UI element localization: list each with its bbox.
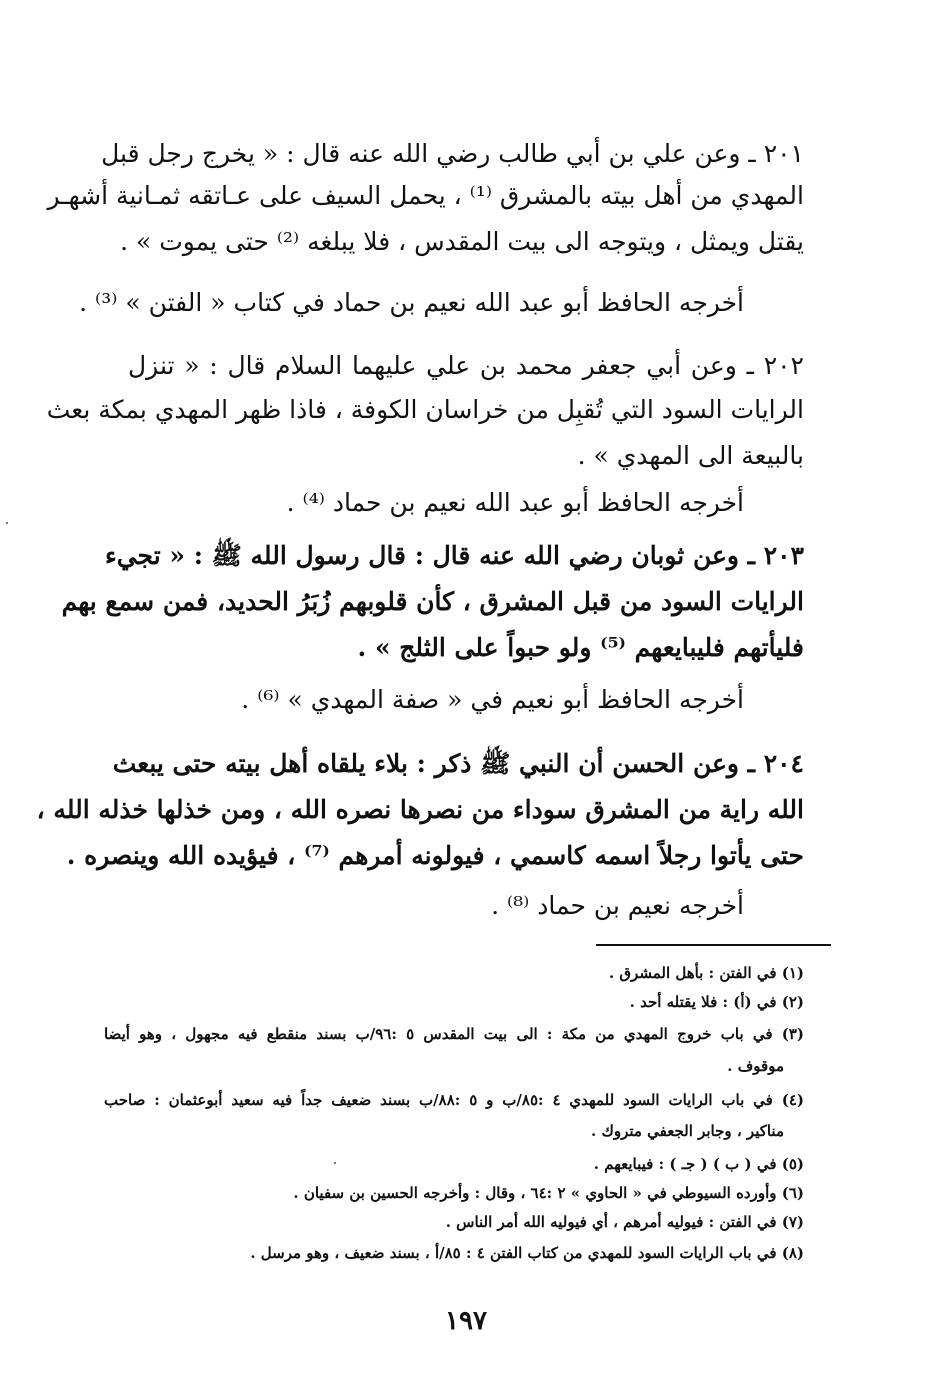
footnote-2: (٢) في (أ) : فلا يقتله أحد . bbox=[629, 993, 804, 1011]
hadith-201-line-3: يقتل ويمثل ، ويتوجه الى بيت المقدس ، فلا يبلغه ⁽²⁾ حتى يموت » . bbox=[120, 227, 804, 256]
hadith-204-line-3: حتى يأتوا رجلاً اسمه كاسمي ، فيولونه أمرهم ⁽⁷⁾ ، فيؤيده الله وينصره . bbox=[66, 841, 804, 870]
hadith-203-source: أخرجه الحافظ أبو نعيم في « صفة المهدي » ⁽⁶⁾ . bbox=[241, 685, 744, 714]
hadith-203-line-1: ٢٠٣ ـ وعن ثوبان رضي الله عنه قال : قال رسول الله ﷺ : « تجيء bbox=[104, 541, 804, 570]
hadith-203-line-3: فليأتهم فليبايعهم ⁽⁵⁾ ولو حبواً على الثلج » . bbox=[357, 633, 804, 662]
footnote-6: (٦) وأورده السيوطي في « الحاوي » ٢ :٦٤ ، وقال : وأخرجه الحسين بن سفيان . bbox=[293, 1184, 804, 1202]
hadith-204-line-2: الله راية من المشرق سوداء من نصرها نصره الله ، ومن خذلها خذله الله ، bbox=[36, 795, 804, 824]
hadith-202-line-3: بالبيعة الى المهدي » . bbox=[577, 441, 804, 470]
hadith-201-source: أخرجه الحافظ أبو عبد الله نعيم بن حماد في كتاب « الفتن » ⁽³⁾ . bbox=[79, 288, 744, 317]
hadith-203-line-2: الرايات السود من قبل المشرق ، كأن قلوبهم زُبَرُ الحديد، فمن سمع بهم bbox=[61, 587, 804, 616]
hadith-201-line-2: المهدي من أهل بيته بالمشرق ⁽¹⁾ ، يحمل السيف على عـاتقه ثمـانية أشهـر bbox=[47, 181, 804, 210]
scan-speck bbox=[6, 522, 8, 524]
hadith-204-line-1: ٢٠٤ ـ وعن الحسن أن النبي ﷺ ذكر : بلاء يلقاه أهل بيته حتى يبعث bbox=[112, 749, 804, 778]
footnote-3-line-1: (٣) في باب خروج المهدي من مكة : الى بيت المقدس ٥ :٩٦/ب بسند منقطع فيه مجهول ، وهو أيضا bbox=[104, 1025, 805, 1043]
hadith-202-source: أخرجه الحافظ أبو عبد الله نعيم بن حماد ⁽⁴⁾ . bbox=[286, 488, 744, 517]
footnote-3-line-2: موقوف . bbox=[727, 1057, 784, 1075]
footnote-separator bbox=[596, 944, 831, 946]
footnote-1: (١) في الفتن : بأهل المشرق . bbox=[608, 964, 804, 982]
footnote-4-line-2: مناكير ، وجابر الجعفي متروك . bbox=[591, 1122, 784, 1140]
footnote-5: (٥) في ( ب ) ( جـ ) : فيبايعهم . bbox=[593, 1155, 804, 1173]
scan-speck bbox=[334, 1162, 336, 1164]
hadith-201-line-1: ٢٠١ ـ وعن علي بن أبي طالب رضي الله عنه قال : « يخرج رجل قبل bbox=[101, 139, 804, 168]
hadith-204-source: أخرجه نعيم بن حماد ⁽⁸⁾ . bbox=[491, 891, 744, 920]
hadith-202-line-2: الرايات السود التي تُقبِل من خراسان الكوفة ، فاذا ظهر المهدي بمكة بعث bbox=[46, 395, 804, 424]
hadith-202-line-1: ٢٠٢ ـ وعن أبي جعفر محمد بن علي عليهما السلام قال : « تنزل bbox=[128, 351, 804, 380]
footnote-4-line-1: (٤) في باب الرايات السود للمهدي ٤ :٨٥/ب و ٥ :٨٨/ب بسند ضعيف جداً فيه سعيد أبوعثمان : صاحب bbox=[104, 1091, 804, 1109]
footnote-7: (٧) في الفتن : فيوليه أمرهم ، أي فيوليه الله أمر الناس . bbox=[445, 1213, 804, 1231]
footnote-8: (٨) في باب الرايات السود للمهدي من كتاب الفتن ٤ : ٨٥/أ ، بسند ضعيف ، وهو مرسل . bbox=[250, 1244, 804, 1262]
page-number: ١٩٧ bbox=[445, 1306, 487, 1336]
